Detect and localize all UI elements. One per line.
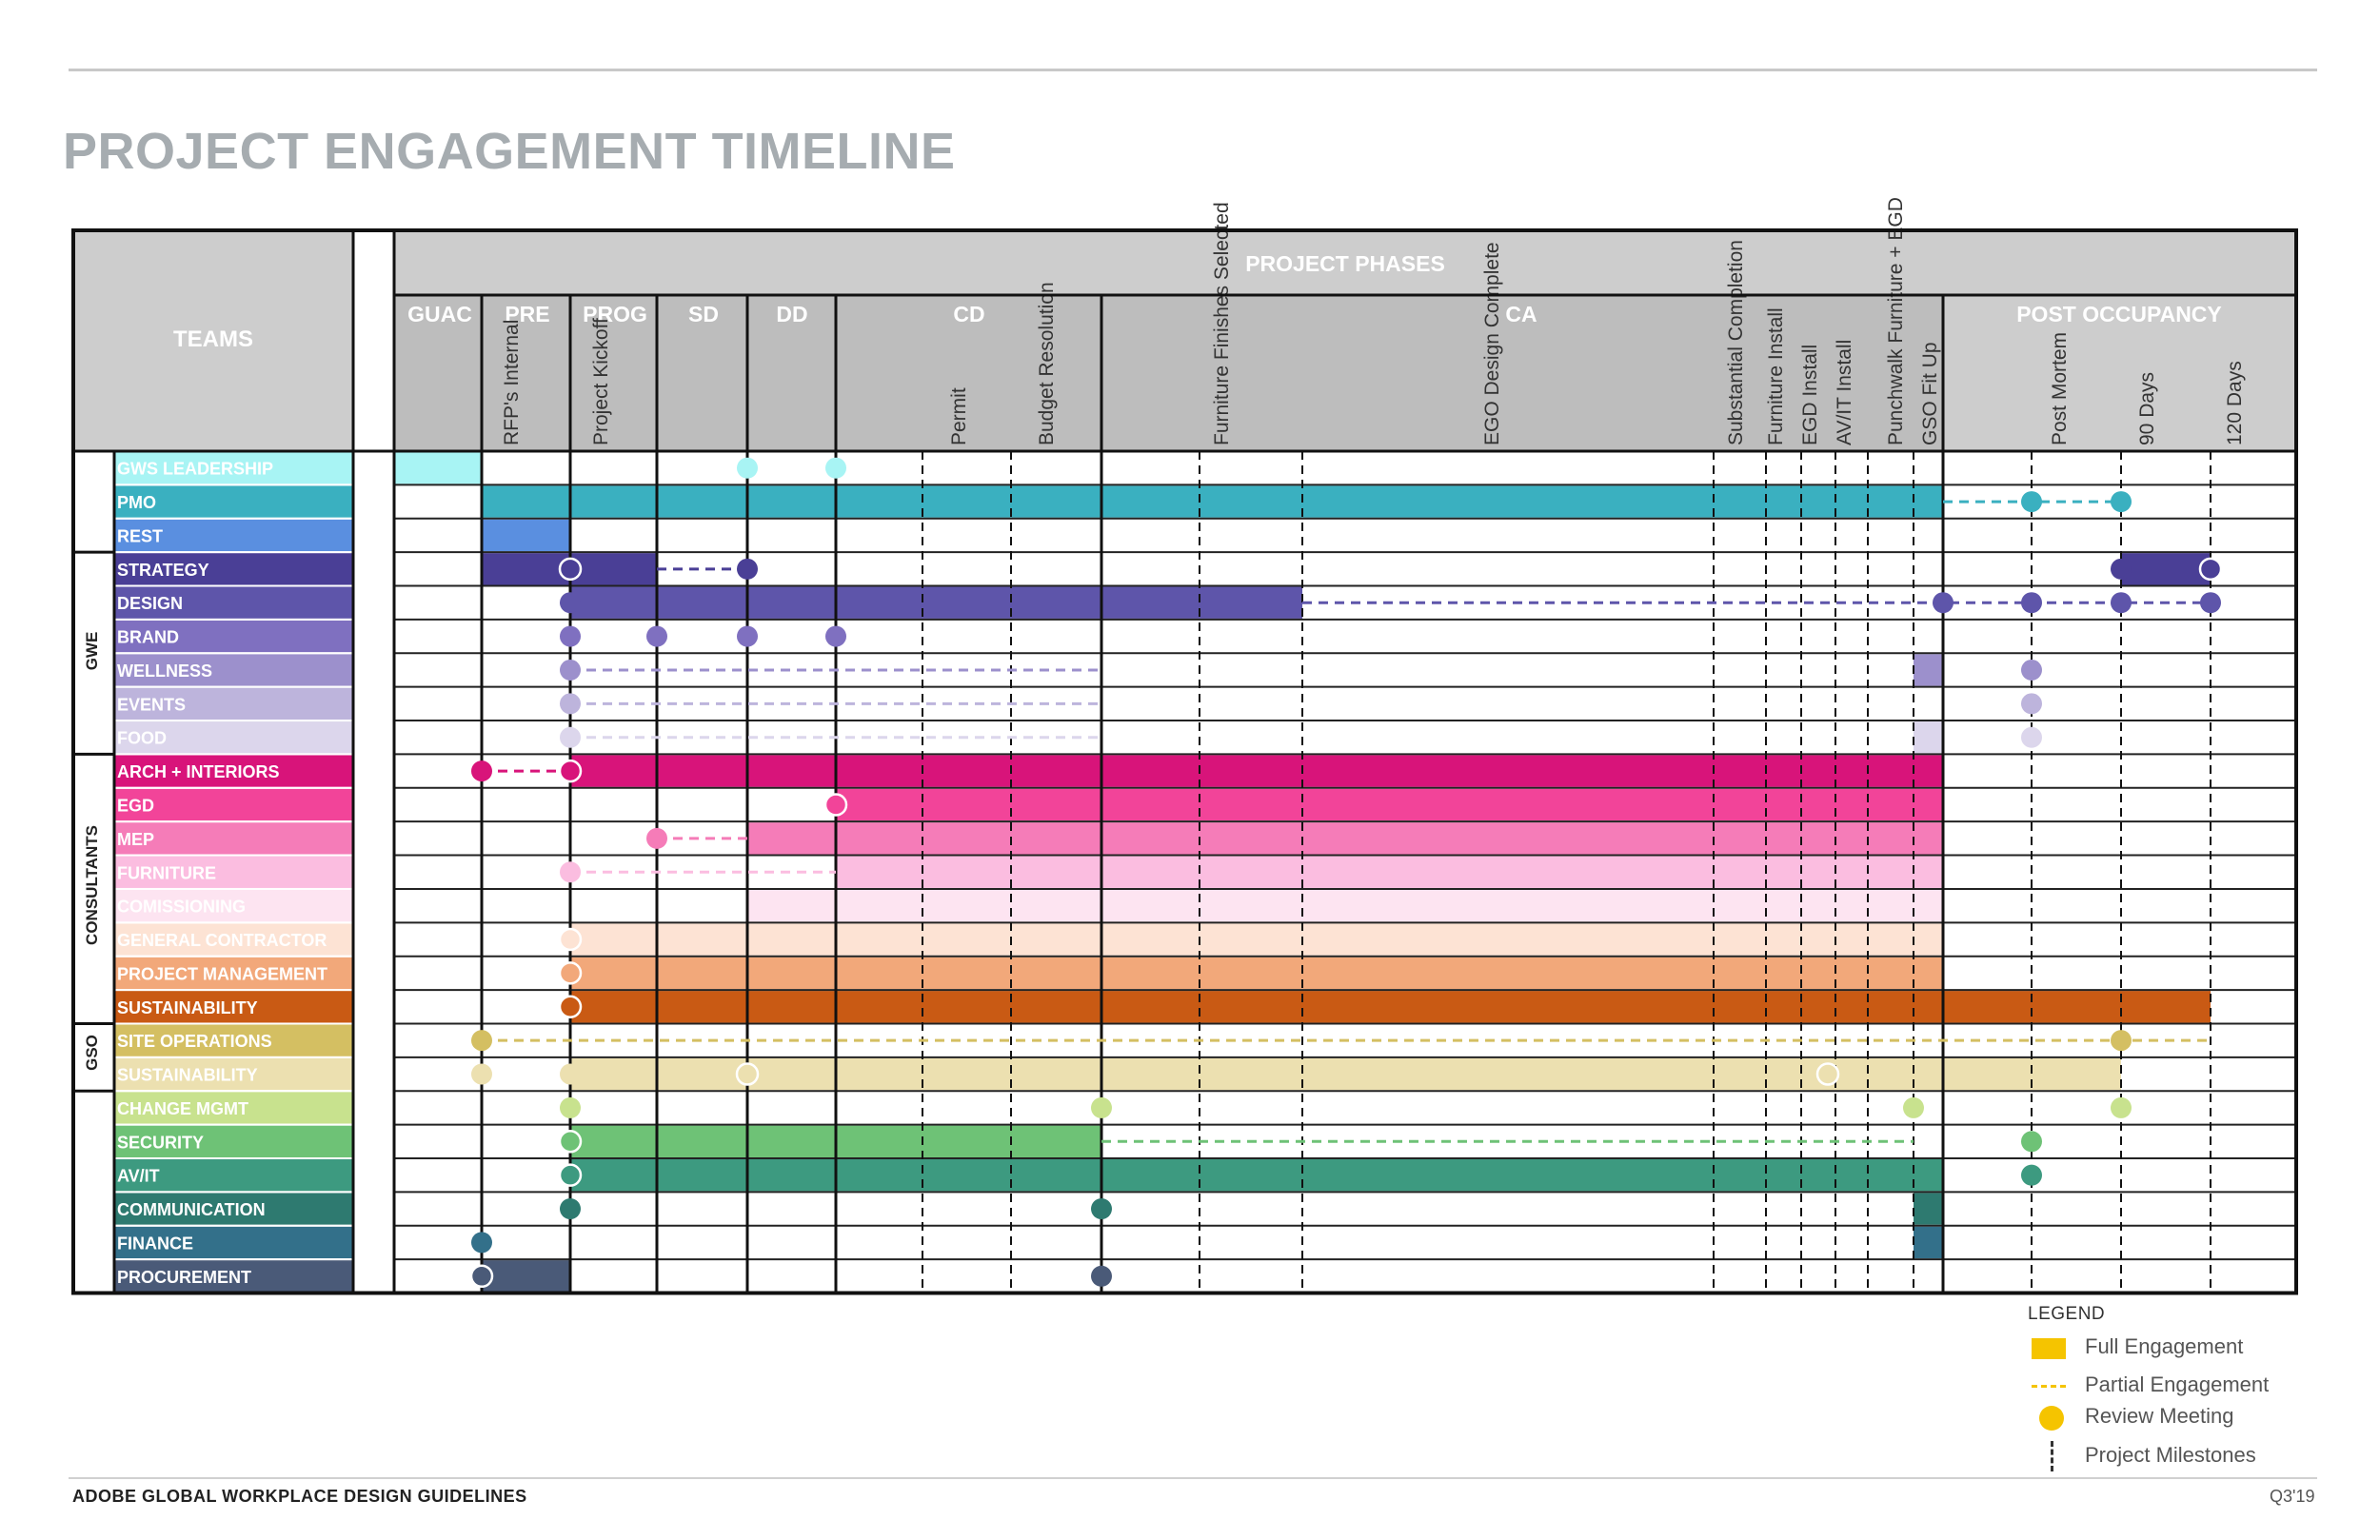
review-meeting-dot [560, 962, 581, 983]
review-meeting-dot [825, 626, 846, 647]
review-meeting-dot [2111, 1097, 2132, 1118]
phase-label-cd: CD [953, 302, 985, 326]
review-meeting-dot [471, 1030, 492, 1051]
review-meeting-dot [560, 592, 581, 613]
teams-label: TEAMS [173, 326, 253, 352]
review-meeting-dot [737, 458, 758, 479]
review-meeting-dot [560, 660, 581, 681]
engagement-bar [747, 822, 1943, 854]
review-meeting-dot [1933, 592, 1954, 613]
milestone-gso-fit-up: GSO Fit Up [1919, 342, 1941, 445]
project-phases-label: PROJECT PHASES [1245, 251, 1445, 276]
milestone-ego-design: EGO Design Complete [1481, 242, 1503, 445]
team-label: DESIGN [117, 594, 184, 614]
engagement-bar [1914, 1193, 1943, 1224]
milestone-post-mortem: Post Mortem [2049, 331, 2071, 445]
team-label: SUSTAINABILITY [117, 997, 258, 1017]
team-label: WELLNESS [117, 661, 213, 681]
phase-label-sd: SD [688, 302, 719, 326]
review-meeting-dot [471, 1232, 492, 1253]
group-label-gwe: GWE [83, 631, 101, 671]
team-label: PROJECT MANAGEMENT [117, 964, 328, 984]
review-meeting-dot [2021, 1131, 2042, 1152]
review-meeting-dot [646, 626, 667, 647]
review-meeting-dot [737, 559, 758, 580]
review-meeting-dot [2111, 592, 2132, 613]
team-label: PROCUREMENT [117, 1267, 252, 1287]
engagement-bar [482, 520, 570, 551]
engagement-bar [570, 1159, 1943, 1191]
review-meeting-dot [646, 828, 667, 849]
team-label: COMISSIONING [117, 897, 247, 917]
team-label: COMMUNICATION [117, 1200, 266, 1220]
phase-label-dd: DD [776, 302, 808, 326]
team-label: REST [117, 526, 164, 546]
group-label-consultants: CONSULTANTS [83, 825, 101, 945]
footer-date: Q3'19 [2270, 1487, 2315, 1506]
review-meeting-dot [471, 1064, 492, 1085]
engagement-bar [2121, 553, 2211, 584]
team-label: ARCH + INTERIORS [117, 762, 280, 782]
review-meeting-dot [1817, 1064, 1838, 1085]
review-meeting-dot [737, 1064, 758, 1085]
team-label: CHANGE MGMT [117, 1098, 248, 1118]
engagement-bar [570, 991, 2211, 1022]
footer-rule [69, 1477, 2317, 1479]
review-meeting-dot [2021, 592, 2042, 613]
milestone-furniture-install: Furniture Install [1765, 307, 1787, 445]
legend-title: LEGEND [2028, 1304, 2106, 1324]
post-occupancy-label: POST OCCUPANCY [2016, 302, 2222, 326]
footer-title: ADOBE GLOBAL WORKPLACE DESIGN GUIDELINES [72, 1487, 527, 1506]
milestone-project-kickoff: Project Kickoff [590, 318, 612, 445]
review-meeting-dot [1903, 1097, 1924, 1118]
review-meeting-dot [2021, 491, 2042, 512]
engagement-bar [570, 1058, 2121, 1090]
engagement-bar [836, 857, 1943, 888]
review-meeting-dot [471, 760, 492, 781]
engagement-bar [482, 1260, 570, 1292]
engagement-bar [570, 755, 1943, 786]
engagement-bar [482, 485, 1943, 517]
review-meeting-dot [1091, 1097, 1112, 1118]
legend-label-milestones: Project Milestones [2085, 1443, 2256, 1467]
review-meeting-dot [560, 861, 581, 882]
milestone-budget-resolution: Budget Resolution [1036, 282, 1058, 445]
review-meeting-dot [2200, 592, 2221, 613]
milestone-120-days: 120 Days [2224, 361, 2246, 445]
review-meeting-dot [560, 626, 581, 647]
review-meeting-dot [2021, 727, 2042, 748]
review-meeting-dot [560, 693, 581, 714]
legend-item-review [2028, 1400, 2342, 1432]
team-label: GWS LEADERSHIP [117, 459, 274, 479]
team-label: MEP [117, 829, 155, 849]
review-meeting-dot [2021, 1165, 2042, 1186]
review-meeting-dot [560, 1097, 581, 1118]
team-label: AV/IT [117, 1166, 160, 1186]
legend-label-partial: Partial Engagement [2085, 1372, 2270, 1396]
team-label: BRAND [117, 627, 179, 647]
legend-label-full: Full Engagement [2085, 1334, 2244, 1358]
team-label: SECURITY [117, 1133, 205, 1153]
engagement-bar [394, 452, 482, 484]
review-meeting-dot [1091, 1266, 1112, 1287]
team-label: SUSTAINABILITY [117, 1065, 258, 1085]
team-label: STRATEGY [117, 560, 209, 580]
review-meeting-dot [560, 1064, 581, 1085]
engagement-bar [836, 789, 1943, 820]
team-label: EGD [117, 796, 155, 816]
phase-label-prog: PROG [583, 302, 647, 326]
review-meeting-dot [560, 1165, 581, 1186]
milestone-substantial-completion: Substantial Completion [1725, 240, 1747, 445]
full-engagement-swatch [2032, 1338, 2066, 1359]
phase-label-guac: GUAC [407, 302, 472, 326]
review-meeting-dot [471, 1266, 492, 1287]
review-meeting-dot [2111, 491, 2132, 512]
review-meeting-dot [2200, 559, 2221, 580]
engagement-bar [1914, 721, 1943, 753]
milestone-avit-install: AV/IT Install [1834, 339, 1855, 445]
milestone-rfps-internal: RFP's Internal [501, 319, 523, 445]
review-meeting-dot [560, 997, 581, 1017]
milestone-furniture-finishes: Furniture Finishes Selected [1211, 202, 1233, 445]
phase-label-ca: CA [1505, 302, 1537, 326]
engagement-bar [570, 923, 1943, 955]
review-meeting-dot [737, 626, 758, 647]
review-meeting-dot [560, 1198, 581, 1219]
review-meeting-dot [2021, 693, 2042, 714]
review-meeting-dot [1091, 1198, 1112, 1219]
engagement-bar [1914, 654, 1943, 685]
review-meeting-dot [560, 929, 581, 950]
review-meeting-dot [560, 1131, 581, 1152]
page-title: PROJECT ENGAGEMENT TIMELINE [63, 123, 956, 180]
engagement-bar [1914, 1227, 1943, 1258]
milestone-90-days: 90 Days [2136, 371, 2158, 445]
review-meeting-dot [560, 727, 581, 748]
team-label: FINANCE [117, 1234, 193, 1254]
team-label: PMO [117, 493, 157, 513]
review-meeting-dot [825, 794, 846, 815]
group-label-gso: GSO [83, 1035, 101, 1071]
engagement-bar [570, 958, 1943, 989]
project-milestone-line-icon [2051, 1441, 2053, 1471]
phase-label-pre: PRE [505, 302, 550, 326]
review-meeting-dot [2111, 1030, 2132, 1051]
review-meeting-dot [2111, 559, 2132, 580]
review-meeting-dot-icon [2039, 1406, 2064, 1431]
team-label: EVENTS [117, 695, 187, 715]
team-label: SITE OPERATIONS [117, 1032, 272, 1052]
engagement-bar [747, 890, 1943, 921]
team-label: GENERAL CONTRACTOR [117, 931, 327, 951]
review-meeting-dot [560, 760, 581, 781]
review-meeting-dot [2021, 660, 2042, 681]
legend-item-partial [2028, 1369, 2342, 1401]
legend-label-review: Review Meeting [2085, 1404, 2234, 1428]
legend-item-full [2028, 1331, 2342, 1363]
milestone-punchwalk: Punchwalk Furniture + EGD [1885, 197, 1907, 445]
team-label: FURNITURE [117, 863, 216, 883]
milestone-permit: Permit [948, 387, 970, 445]
review-meeting-dot [560, 559, 581, 580]
engagement-bar [570, 587, 1302, 619]
review-meeting-dot [825, 458, 846, 479]
legend-item-milestones [2028, 1439, 2342, 1471]
team-label: FOOD [117, 728, 167, 748]
partial-engagement-dash [2032, 1385, 2066, 1388]
milestone-egd-install: EGD Install [1799, 344, 1821, 445]
